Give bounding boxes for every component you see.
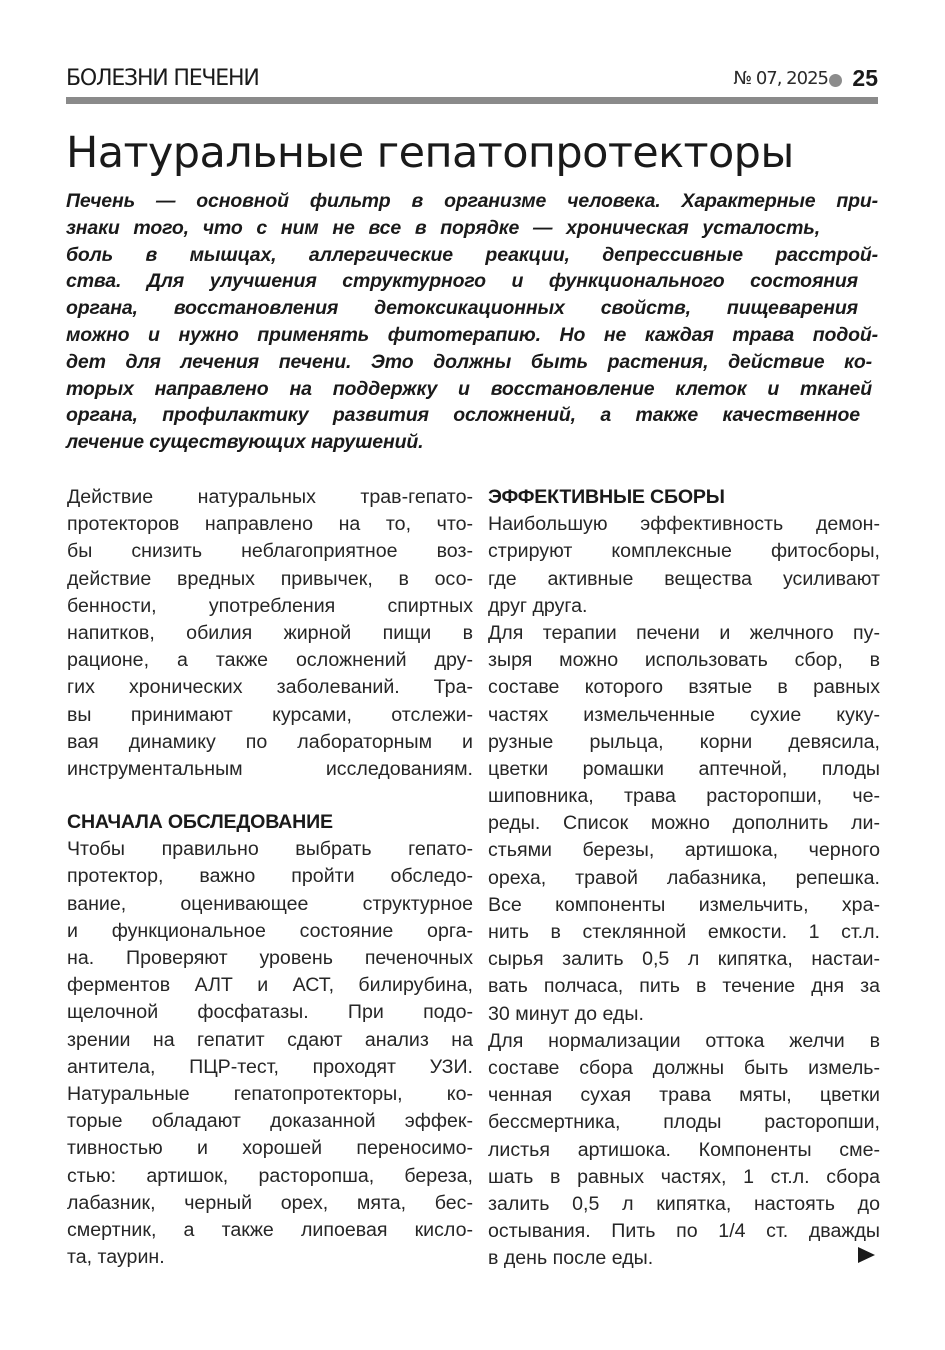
section-heading: ЭФФЕКТИВНЫЕ СБОРЫ xyxy=(488,486,725,508)
text-line: та, таурин. xyxy=(67,1246,165,1269)
continue-arrow-icon xyxy=(858,1247,875,1263)
text-line: цветки ромашки аптечной, плоды xyxy=(488,757,880,780)
text-line: ченная сухая трава мяты, цветки xyxy=(488,1084,880,1107)
text-line: щелочной фосфатазы. При подо- xyxy=(67,1001,473,1024)
text-line: бенности, употребления спиртных xyxy=(67,594,473,617)
collections-intro-paragraph xyxy=(488,511,880,620)
lead-line: боль в мышцах, аллергические реакции, депрессивные расстрой- xyxy=(66,243,878,266)
text-line: протекторов направлено на то, что- xyxy=(67,513,473,536)
text-line: на. Проверяют уровень печеночных xyxy=(67,947,473,969)
lead-line: Печень — основной фильтр в организме человека. Характерные при- xyxy=(66,190,878,212)
text-line: 30 минут до еды. xyxy=(488,1002,644,1025)
text-line: рационе, а также осложнений дру- xyxy=(67,649,473,672)
lead-line: органа, профилактику развития осложнений, а также качественное xyxy=(66,404,860,427)
section-rubric: БОЛЕЗНИ ПЕЧЕНИ xyxy=(66,66,259,91)
text-line: напитков, обилия жирной пищи в xyxy=(67,621,473,644)
text-line: вание, оценивающее структурное xyxy=(67,892,473,915)
text-line: торые обладают доказанной эффек- xyxy=(67,1110,473,1133)
lead-line: можно и нужно применять фитотерапию. Но не каждая трава подой- xyxy=(66,323,878,346)
text-line: Наибольшую эффективность демон- xyxy=(488,513,880,536)
article-title: Натуральные гепатопротекторы xyxy=(66,128,794,178)
lead-line: торых направлено на поддержку и восстановление клеток и тканей xyxy=(66,377,872,400)
text-line: бессмертника, плоды расторопши, xyxy=(488,1111,880,1134)
bullet-dot-icon xyxy=(829,74,842,87)
text-line: гих хронических заболеваний. Тра- xyxy=(67,676,473,699)
text-line: бы снизить неблагоприятное воз- xyxy=(67,540,473,563)
text-line: действие вредных привычек, в осо- xyxy=(67,567,473,590)
text-line: листья артишока. Компоненты сме- xyxy=(488,1138,880,1161)
text-line: Для нормализации оттока желчи в xyxy=(488,1029,880,1052)
lead-line: лечение существующих нарушений. xyxy=(66,431,424,454)
text-line: антитела, ПЦР-тест, проходят УЗИ. xyxy=(67,1055,473,1078)
header-rule xyxy=(66,97,878,104)
lead-line: ства. Для улучшения структурного и функционального состояния xyxy=(66,270,858,293)
intro-paragraph xyxy=(67,484,473,783)
bile-collection-paragraph xyxy=(488,1028,880,1273)
text-line: ферментов АЛТ и АСТ, билирубина, xyxy=(67,974,473,997)
text-line: и функциональное состояние орга- xyxy=(67,919,473,942)
text-line: стью: артишок, расторопша, береза, xyxy=(67,1164,473,1187)
text-line: друг друга. xyxy=(488,594,588,617)
text-line: протектор, важно пройти обследо- xyxy=(67,865,473,888)
text-line: реды. Список можно дополнить ли- xyxy=(488,812,880,835)
text-line: Действие натуральных трав-гепато- xyxy=(67,486,473,508)
text-line: вая динамику по лабораторным и xyxy=(67,730,473,753)
text-line: в день после еды. xyxy=(488,1247,654,1270)
text-line: стьями березы, артишока, черного xyxy=(488,839,880,862)
text-line: где активные вещества усиливают xyxy=(488,567,880,590)
text-line: залить 0,5 л кипятка, настоять до xyxy=(488,1192,880,1215)
text-line: тивностью и хорошей переносимо- xyxy=(67,1137,473,1160)
text-line: нить в стеклянной емкости. 1 ст.л. xyxy=(488,921,880,943)
text-line: смертник, а также липоевая кисло- xyxy=(67,1218,473,1241)
text-line: составе сбора должны быть измель- xyxy=(488,1056,880,1079)
text-line: сырья залить 0,5 л кипятка, настаи- xyxy=(488,948,880,971)
text-line: Все компоненты измельчить, хра- xyxy=(488,893,880,916)
text-line: Для терапии печени и желчного пу- xyxy=(488,621,880,644)
text-line: шиповника, трава расторопши, че- xyxy=(488,785,880,808)
text-line: вать полчаса, пить в течение дня за xyxy=(488,975,880,998)
text-line: ореха, травой лабазника, репешка. xyxy=(488,866,880,889)
article-lead xyxy=(66,188,878,456)
text-line: остывания. Пить по 1/4 ст. дважды xyxy=(488,1220,880,1243)
text-line: зыря можно использовать сбор, в xyxy=(488,649,880,672)
text-line: Натуральные гепатопротекторы, ко- xyxy=(67,1082,473,1105)
section-heading: СНАЧАЛА ОБСЛЕДОВАНИЕ xyxy=(67,811,333,834)
text-line: Чтобы правильно выбрать гепато- xyxy=(67,838,473,861)
text-line: составе которого взятые в равных xyxy=(488,676,880,699)
lead-line: знаки того, что с ним не все в порядке — хроническая усталость, xyxy=(66,216,820,239)
text-line: зрении на гепатит сдают анализ на xyxy=(67,1028,473,1051)
text-line: инструментальным исследованиям. xyxy=(67,757,473,780)
right-column xyxy=(488,484,880,1272)
text-line: лабазник, черный орех, мята, бес- xyxy=(67,1191,473,1214)
lead-line: дет для лечения печени. Это должны быть растения, действие ко- xyxy=(66,350,872,373)
page-number: 25 xyxy=(852,65,878,91)
text-line: рузные рыльца, корни девясила, xyxy=(488,730,880,753)
text-line: шать в равных частях, 1 ст.л. сбора xyxy=(488,1165,880,1188)
liver-collection-paragraph xyxy=(488,620,880,1028)
issue-number: № 07, 2025 xyxy=(733,68,828,89)
text-line: вы принимают курсами, отслежи- xyxy=(67,703,473,726)
text-line: частях измельченные сухие куку- xyxy=(488,703,880,726)
exam-paragraph xyxy=(67,836,473,1271)
left-column xyxy=(67,484,473,1271)
lead-line: органа, восстановления детоксикационных свойств, пищеварения xyxy=(66,297,858,320)
text-line: стрируют комплексные фитосборы, xyxy=(488,540,880,563)
